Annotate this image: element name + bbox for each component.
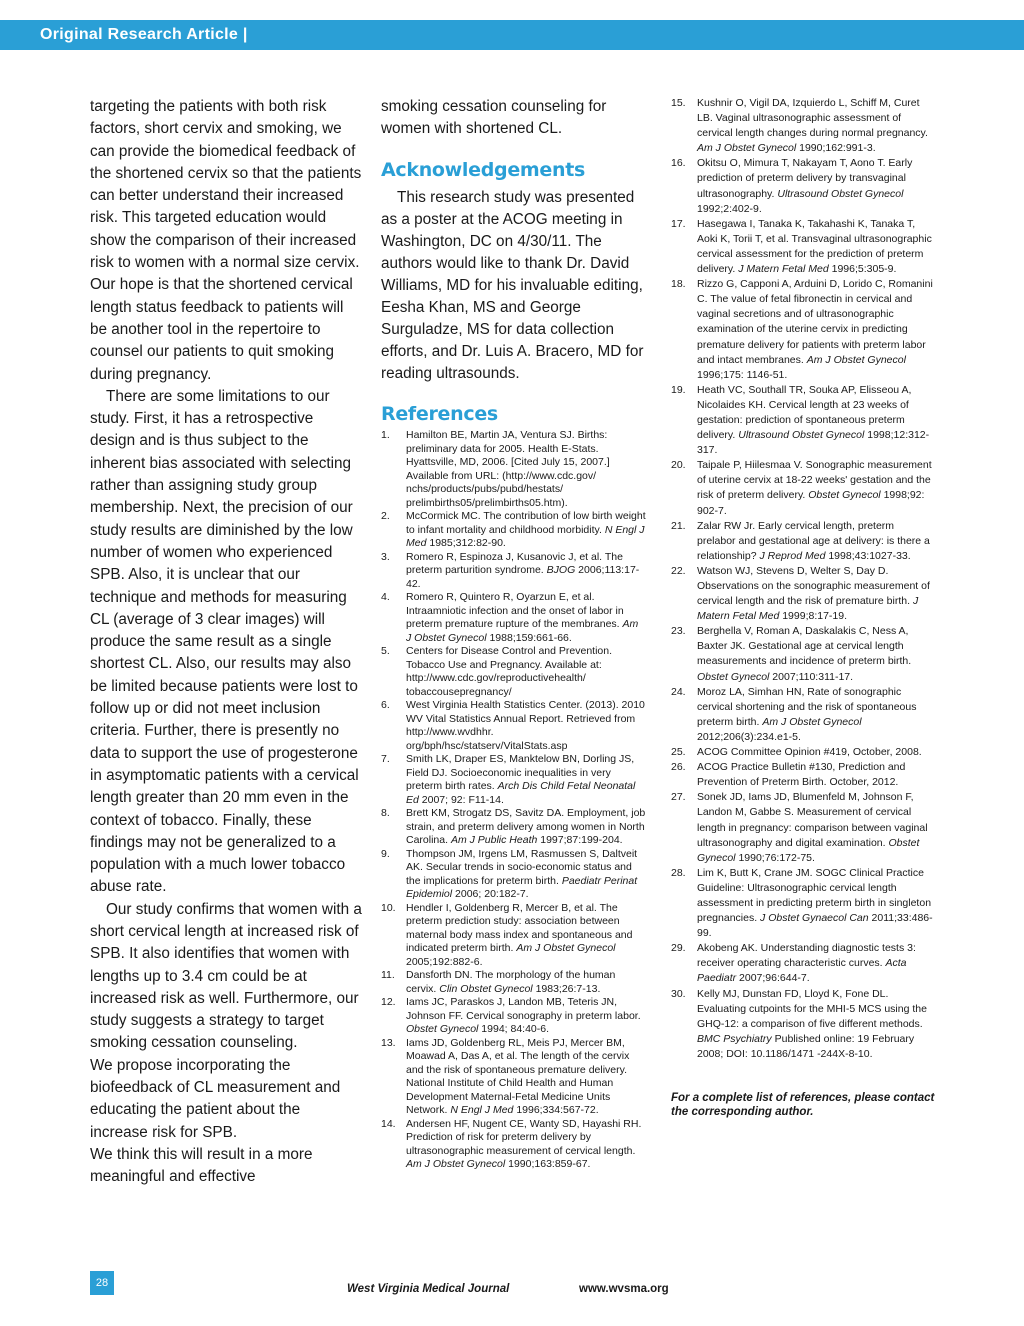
- reference-number: 14.: [381, 1117, 396, 1130]
- reference-text: Romero R, Espinoza J, Kusanovic J, et al. The preterm parturition syndrome.: [406, 550, 623, 576]
- reference-citation: 1997;87:199-204.: [540, 834, 623, 846]
- reference-number: 30.: [671, 987, 686, 1000]
- reference-number: 18.: [671, 278, 686, 291]
- reference-number: 5.: [381, 645, 390, 657]
- column-1: [90, 96, 362, 1189]
- reference-text: Rizzo G, Capponi A, Arduini D, Lorido C, Romanini C. The value of fetal fibronectin in cervical and vaginal secretions and of ultrasonographic examination of the uterine cervix in predicting premature delivery for patients with preterm labor and intact membranes.: [697, 278, 933, 366]
- column-2: [381, 96, 646, 1172]
- reference-number: 22.: [671, 564, 686, 577]
- body-paragraph: There are some limitations to our study. First, it has a retrospective design and is thus subject to the inherent bias associated with selecting rather than assigning study group membership. Next, the precision of our study results are diminished by the low number of women who experienced SPB. Also, it is unclear that our technique and methods for measuring CL (average of 3 clear images) will produce the same result as a single shortest CL. Also, our results may also be limited because patients were lost to follow up or did not meet inclusion criteria. Further, there is presently no data to support the use of progesterone in asymptomatic patients with a cervical length greater than 20 mm even in the context of tobacco. Finally, these findings may not be generalized to a population with a much lower tobacco abuse rate.: [90, 387, 359, 896]
- body-paragraph: We think this will result in a more meaningful and effective: [90, 1145, 313, 1186]
- reference-number: 11.: [381, 969, 395, 981]
- reference-number: 2.: [381, 510, 390, 522]
- reference-list: [671, 96, 935, 1062]
- header-bar: [0, 20, 1024, 50]
- reference-text: Andersen HF, Nugent CE, Wanty SD, Hayashi RH. Prediction of risk for preterm delivery by ultrasonographic measurement of cervical length.: [406, 1117, 642, 1157]
- reference-item: [671, 624, 935, 684]
- reference-citation: 2011;33:486-99.: [697, 912, 933, 940]
- reference-journal: J Reprod Med: [759, 549, 826, 562]
- reference-item: [381, 645, 646, 699]
- reference-item: [381, 996, 646, 1037]
- reference-text: ACOG Practice Bulletin #130, Prediction and Prevention of Preterm Birth. October, 2012.: [697, 761, 906, 789]
- reference-journal: Am J Obstet Gynecol: [406, 618, 639, 644]
- reference-journal: J Matern Fetal Med: [697, 595, 919, 623]
- reference-citation: 1998;92: 902-7.: [697, 489, 925, 517]
- reference-text: Berghella V, Roman A, Daskalakis C, Ness A, Baxter JK. Gestational age at cervical length measurements and incidence of preterm birth.: [697, 625, 912, 668]
- reference-item: [671, 156, 935, 216]
- reference-citation: 1996;5:305-9.: [831, 263, 897, 276]
- reference-item: [671, 866, 935, 941]
- reference-item: [671, 564, 935, 624]
- reference-number: 19.: [671, 383, 686, 396]
- reference-text: Kelly MJ, Dunstan FD, Lloyd K, Fone DL. Evaluating cutpoints for the MHI-5 MCS using the GHQ-12: a comparison of five different methods.: [697, 987, 927, 1030]
- reference-journal: Clin Obstet Gynecol: [439, 982, 533, 995]
- reference-number: 28.: [671, 866, 686, 879]
- reference-text: Hendler I, Goldenberg R, Mercer B, et al. The preterm prediction study: association between maternal body mass index and spontaneous and indicated preterm birth.: [406, 901, 633, 954]
- reference-citation: 1990;76:172-75.: [738, 851, 815, 864]
- reference-journal: Obstet Gynecol: [808, 489, 881, 502]
- reference-citation: 1983;26:7-13.: [535, 982, 601, 995]
- reference-journal: Paediatr Perinat Epidemiol: [406, 874, 638, 900]
- reference-item: [671, 987, 935, 1062]
- reference-text: Iams JD, Goldenberg RL, Meis PJ, Mercer BM, Moawad A, Das A, et al. The length of the cervix and the risk of spontaneous premature delivery. National Institute of Child Health and Human Development Maternal-Fetal Medicine Units Network.: [406, 1036, 630, 1116]
- reference-citation: 1996;334:567-72.: [516, 1104, 599, 1116]
- reference-journal: BJOG: [546, 564, 576, 576]
- reference-text: Brett KM, Strogatz DS, Savitz DA. Employment, job strain, and preterm delivery among women in North Carolina.: [406, 807, 646, 846]
- reference-number: 21.: [671, 519, 686, 532]
- reference-citation: Published online: 19 February 2008; DOI: 10.1186/1471 -244X-8-10.: [697, 1032, 915, 1060]
- reference-journal: Am J Obstet Gynecol: [806, 353, 906, 366]
- reference-item: [381, 591, 646, 645]
- reference-number: 26.: [671, 761, 686, 774]
- reference-text: Watson WJ, Stevens D, Welter S, Day D. Observations on the sonographic measurement of cervical length and the risk of premature birth.: [697, 564, 930, 608]
- reference-number: 24.: [671, 685, 686, 698]
- reference-text: Romero R, Quintero R, Oyarzun E, et al. Intraamniotic infection and the onset of labor in preterm premature rupture of the membranes.: [406, 591, 624, 630]
- reference-text: Zalar RW Jr. Early cervical length, preterm prelabor and gestational age at delivery: is there a relationship?: [697, 519, 930, 562]
- reference-journal: Obstet Gynecol: [406, 1023, 479, 1035]
- reference-item: [671, 217, 935, 277]
- body-paragraph: smoking cessation counseling for women with shortened CL.: [381, 98, 607, 137]
- reference-journal: BMC Psychiatry: [697, 1032, 772, 1045]
- reference-item: [381, 902, 646, 970]
- reference-item: [671, 277, 935, 383]
- reference-text: Taipale P, Hiilesmaa V. Sonographic measurement of uterine cervix at 18-22 weeks' gestation and the risk of preterm delivery.: [697, 459, 932, 502]
- reference-text: Heath VC, Southall TR, Souka AP, Elisseou A, Nicolaides KH. Cervical length at 23 weeks of gestation: prediction of spontaneous preterm delivery.: [697, 383, 912, 442]
- reference-item: [381, 1037, 646, 1118]
- reference-number: 16.: [671, 157, 686, 170]
- journal-website: www.wvsma.org: [579, 1283, 669, 1295]
- reference-journal: Ultrasound Obstet Gynecol: [738, 429, 865, 442]
- reference-citation: 2012;206(3):234.e1-5.: [697, 730, 801, 743]
- reference-journal: J Matern Fetal Med: [738, 263, 829, 276]
- reference-journal: Am J Obstet Gynecol: [406, 1158, 506, 1170]
- reference-text: Centers for Disease Control and Prevention. Tobacco Use and Pregnancy. Available at: http://www.cdc.gov/reproductivehealth/ tobaccousepregnancy/: [406, 645, 613, 698]
- reference-citation: 1985;312:82-90.: [429, 537, 506, 549]
- reference-citation: 1994; 84:40-6.: [481, 1023, 550, 1035]
- reference-text: Akobeng AK. Understanding diagnostic tests 3: receiver operating characteristic curves.: [697, 942, 916, 970]
- reference-journal: Obstet Gynecol: [697, 836, 920, 864]
- reference-item: [671, 745, 935, 760]
- reference-number: 29.: [671, 942, 686, 955]
- reference-journal: Am J Obstet Gynecol: [762, 715, 862, 728]
- reference-number: 4.: [381, 591, 390, 603]
- reference-item: [381, 429, 646, 510]
- reference-number: 23.: [671, 625, 686, 638]
- reference-text: Lim K, Butt K, Crane JM. SOGC Clinical Practice Guideline: Ultrasonographic cervical length assessment in predicting preterm birth in singleton pregnancies.: [697, 866, 932, 925]
- reference-journal: Obstet Gynecol: [697, 670, 770, 683]
- reference-journal: Am J Obstet Gynecol: [516, 942, 616, 954]
- reference-list: [381, 429, 646, 1172]
- reference-text: McCormick MC. The contribution of low birth weight to infant mortality and childhood morbidity.: [406, 510, 646, 536]
- reference-item: [671, 790, 935, 865]
- reference-number: 25.: [671, 746, 686, 759]
- reference-text: Moroz LA, Simhan HN, Rate of sonographic cervical shortening and the risk of spontaneous preterm birth.: [697, 685, 917, 728]
- body-paragraph: targeting the patients with both risk factors, short cervix and smoking, we can provide the biomedical feedback of the shortened cervix so that the patients can better understand their increased risk. This targeted education would show the comparison of their increased risk to women with a normal size cervix. Our hope is that the shortened cervical length status feedback to patients will be another tool in the repertoire to counsel our patients to quit smoking during pregnancy.: [90, 98, 362, 383]
- reference-item: [671, 383, 935, 458]
- reference-journal: J Obstet Gynaecol Can: [760, 912, 869, 925]
- reference-text: Kushnir O, Vigil DA, Izquierdo L, Schiff M, Curet LB. Vaginal ultrasonographic assessment of cervical length changes during normal pregnancy.: [697, 97, 928, 140]
- reference-item: [671, 760, 935, 790]
- reference-item: [671, 941, 935, 986]
- reference-text: Sonek JD, Iams JD, Blumenfeld M, Johnson F, Landon M, Gabbe S. Measurement of cervical length in pregnancy: comparison between vaginal ultrasonography and digital examination.: [697, 791, 928, 849]
- reference-item: [381, 807, 646, 848]
- reference-item: [671, 519, 935, 564]
- reference-citation: 2006; 20:182-7.: [455, 888, 529, 900]
- reference-citation: 2006;113:17-42.: [406, 564, 640, 590]
- reference-item: [381, 1118, 646, 1172]
- body-paragraph: We propose incorporating the biofeedback of CL measurement and educating the patient about the increase risk for SPB.: [90, 1056, 341, 1141]
- reference-citation: 1996;175: 1146-51.: [697, 368, 788, 381]
- reference-text: Thompson JM, Irgens LM, Rasmussen S, Daltveit AK. Secular trends in socio-economic status and the implications for preterm birth.: [406, 847, 638, 887]
- reference-number: 20.: [671, 459, 686, 472]
- column-3: [671, 96, 935, 1119]
- reference-item: [671, 685, 935, 745]
- reference-number: 10.: [381, 901, 396, 914]
- reference-citation: 2005;192:882-6.: [406, 955, 483, 968]
- reference-number: 9.: [381, 847, 390, 860]
- reference-item: [381, 848, 646, 902]
- references-heading: References: [381, 403, 498, 425]
- reference-journal: N Engl J Med: [406, 523, 645, 549]
- reference-item: [381, 753, 646, 807]
- reference-journal: N Engl J Med: [450, 1104, 514, 1116]
- reference-citation: 2007;110:311-17.: [772, 670, 854, 683]
- reference-number: 27.: [671, 791, 686, 804]
- reference-text: Okitsu O, Mimura T, Nakayam T, Aono T. Early prediction of preterm delivery by transvaginal ultrasonography.: [697, 157, 913, 200]
- reference-citation: 1998;12:312-317.: [697, 429, 930, 457]
- reference-number: 17.: [671, 217, 686, 230]
- reference-text: Iams JC, Paraskos J, Landon MB, Teteris JN, Johnson FF. Cervical sonography in preterm labor.: [406, 996, 641, 1022]
- reference-number: 12.: [381, 996, 396, 1008]
- reference-text: Dansforth DN. The morphology of the human cervix.: [406, 969, 616, 995]
- reference-text: Hasegawa I, Tanaka K, Takahashi K, Tanaka T, Aoki K, Torii T, et al. Transvaginal ultrasonographic cervical assessment for the prediction of preterm delivery.: [697, 217, 932, 276]
- reference-text: West Virginia Health Statistics Center. (2013). 2010 WV Vital Statistics Annual Report. Retrieved from http://www.wvdhhr. org/bph/hsc/statserv/VitalStats.asp: [406, 699, 645, 752]
- reference-item: [671, 458, 935, 518]
- reference-text: Hamilton BE, Martin JA, Ventura SJ. Births: preliminary data for 2005. Health E-Stats. Hyattsville, MD, 2006. [Cited July 15, 2007.] Available from URL: (http://www.cdc.gov/ nchs/products/pubs/pubd/hestats/ prelimbirths05/prelimbirths05.htm).: [406, 429, 610, 509]
- reference-item: [381, 551, 646, 592]
- reference-item: [381, 510, 646, 551]
- references-note: For a complete list of references, please contact the corresponding author.: [671, 1092, 935, 1118]
- reference-number: 1.: [381, 429, 390, 441]
- reference-text: Smith LK, Draper ES, Manktelow BN, Dorling JS, Field DJ. Socioeconomic inequalities in very preterm birth rates.: [406, 753, 635, 792]
- reference-number: 6.: [381, 699, 390, 711]
- reference-journal: Am J Public Heath: [450, 834, 538, 846]
- reference-citation: 1990;162:991-3.: [799, 142, 876, 155]
- acknowledgements-heading: Acknowledgements: [381, 159, 586, 181]
- reference-number: 8.: [381, 807, 390, 819]
- reference-journal: Am J Obstet Gynecol: [697, 142, 797, 155]
- reference-item: [381, 969, 646, 996]
- reference-number: 3.: [381, 550, 390, 563]
- reference-citation: 2007; 92: F11-14.: [421, 793, 504, 806]
- reference-text: ACOG Committee Opinion #419, October, 2008.: [697, 746, 922, 759]
- section-label: Original Research Article |: [40, 26, 248, 43]
- reference-journal: Arch Dis Child Fetal Neonatal Ed: [406, 780, 636, 806]
- acknowledgements-text: This research study was presented as a poster at the ACOG meeting in Washington, DC on 4/30/11. The authors would like to thank Dr. David Williams, MD for his invaluable editing, Eesha Khan, MS and George Surguladze, MS for data collection efforts, and Dr. Luis A. Bracero, MD for reading ultrasounds.: [381, 189, 644, 382]
- reference-citation: 1988;159:661-66.: [489, 631, 572, 644]
- reference-journal: Ultrasound Obstet Gynecol: [777, 187, 904, 200]
- reference-citation: 1992;2:402-9.: [697, 202, 762, 215]
- reference-citation: 1999;8:17-19.: [782, 610, 848, 623]
- reference-number: 13.: [381, 1036, 396, 1049]
- reference-citation: 2007;96:644-7.: [739, 972, 810, 985]
- reference-journal: Acta Paediatr: [697, 957, 907, 985]
- reference-number: 15.: [671, 97, 686, 109]
- reference-citation: 1990;163:859-67.: [508, 1158, 591, 1170]
- reference-number: 7.: [381, 753, 390, 765]
- body-paragraph: Our study confirms that women with a short cervical length at increased risk of SPB. It also identifies that women with lengths up to 3.4 cm could be at increased risk as well. Furthermore, our study suggests a strategy to target smoking cessation counseling.: [90, 900, 362, 1052]
- reference-item: [671, 96, 935, 156]
- reference-citation: 1998;43:1027-33.: [828, 549, 911, 562]
- page-number: 28: [90, 1271, 114, 1295]
- journal-name: West Virginia Medical Journal: [347, 1283, 510, 1295]
- reference-item: [381, 699, 646, 753]
